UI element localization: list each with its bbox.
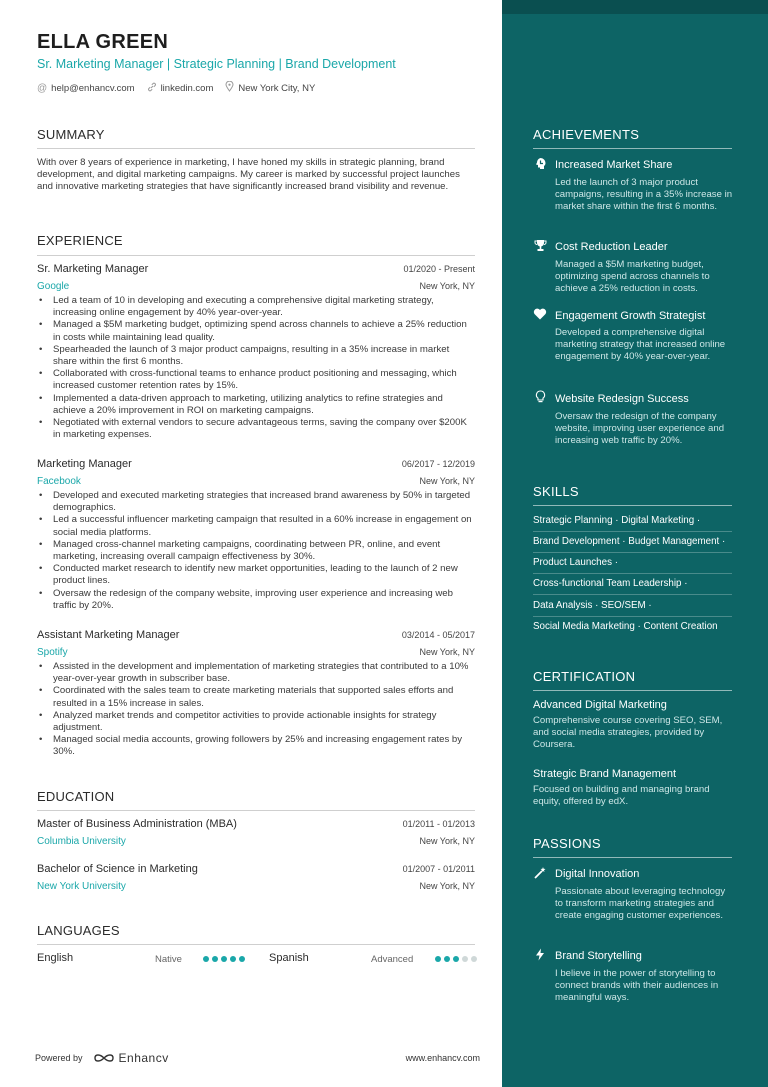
job-title: Assistant Marketing Manager xyxy=(37,629,180,641)
skills-divider xyxy=(533,505,732,506)
contact-row xyxy=(37,81,315,95)
skill-divider xyxy=(533,552,732,553)
skill-divider xyxy=(533,616,732,617)
education-entry xyxy=(37,818,475,847)
rating-dot-empty xyxy=(471,956,477,962)
bullet-item: • Conducted market research to identify new market opportunities, leading to the launch of 2 new product lines. xyxy=(37,563,475,587)
edu-location: New York, NY xyxy=(419,836,475,846)
bullet-item: • Led a successful influencer marketing campaign that resulted in a 60% increase in engagement on social media platforms. xyxy=(37,514,475,538)
rating-dot-filled xyxy=(239,956,245,962)
rating-dot-empty xyxy=(462,956,468,962)
skill-row: Social Media Marketing · Content Creation xyxy=(533,621,718,632)
lightbulb-icon xyxy=(533,390,547,407)
rating-dot-filled xyxy=(221,956,227,962)
bullet-item: • Implemented a data-driven approach to marketing, utilizing analytics to refine strategies and achieve a 20% improvement in ROI on marketing campaigns. xyxy=(37,393,475,417)
certification-title: CERTIFICATION xyxy=(533,669,636,684)
bullet-item: • Negotiated with external vendors to secure advantageous terms, saving the company over $200K in marketing expenses. xyxy=(37,417,475,441)
languages-divider xyxy=(37,944,475,945)
job-company: Google xyxy=(37,281,70,292)
rating-dot-filled xyxy=(435,956,441,962)
candidate-name: ELLA GREEN xyxy=(37,31,169,53)
job-date: 01/2020 - Present xyxy=(403,264,475,274)
contact-location: New York City, NY xyxy=(225,81,315,95)
education-title: EDUCATION xyxy=(37,789,115,804)
languages-title: LANGUAGES xyxy=(37,923,120,938)
rating-dot-filled xyxy=(230,956,236,962)
rating-dot-filled xyxy=(444,956,450,962)
passions-divider xyxy=(533,857,732,858)
edu-date: 01/2007 - 01/2011 xyxy=(402,864,475,874)
enhancv-logo[interactable]: Enhancv xyxy=(93,1051,169,1065)
skill-divider xyxy=(533,594,732,595)
achievement-title: Increased Market Share xyxy=(555,159,673,171)
experience-title: EXPERIENCE xyxy=(37,233,123,248)
skill-row: Product Launches · xyxy=(533,557,618,568)
job-entry xyxy=(37,629,475,759)
passion-desc: I believe in the power of storytelling to connect brands with their audiences in meaningful ways. xyxy=(555,968,719,1004)
achievements-divider xyxy=(533,148,732,149)
rating-dot-filled xyxy=(203,956,209,962)
certification-name: Advanced Digital Marketing xyxy=(533,699,667,711)
edu-degree: Master of Business Administration (MBA) xyxy=(37,818,237,830)
language-rating xyxy=(435,956,477,962)
job-date: 06/2017 - 12/2019 xyxy=(401,459,475,469)
at-icon: @ xyxy=(37,82,48,94)
achievement-desc: Developed a comprehensive digital marketing strategy that increased online engagement by 40% year-over-year. xyxy=(555,327,726,363)
languages-row xyxy=(37,952,475,966)
job-title: Marketing Manager xyxy=(37,458,132,470)
contact-email[interactable]: @ help@enhancv.com xyxy=(37,82,135,94)
certification-desc: Focused on building and managing brand equity, offered by edX. xyxy=(533,784,710,808)
job-location: New York, NY xyxy=(419,647,475,657)
passions-title: PASSIONS xyxy=(533,836,601,851)
job-title: Sr. Marketing Manager xyxy=(37,263,149,275)
chart-head-icon xyxy=(533,157,547,173)
achievement-title: Engagement Growth Strategist xyxy=(555,309,706,322)
passion-item xyxy=(533,866,738,923)
achievement-item xyxy=(533,390,738,448)
achievement-item xyxy=(533,157,738,214)
certification-item xyxy=(533,699,733,752)
bullet-item: • Managed cross-channel marketing campaigns, coordinating between PR, online, and event marketing, increasing overall campaign effectiveness by 30%. xyxy=(37,539,475,563)
bullet-item: • Developed and executed marketing strategies that increased brand awareness by 50% in targeted demographics. xyxy=(37,490,475,514)
trophy-icon xyxy=(533,239,547,255)
bullet-item: • Collaborated with cross-functional teams to enhance product positioning and messaging, which increased customer retention rates by 15%. xyxy=(37,368,475,392)
certification-name: Strategic Brand Management xyxy=(533,768,677,780)
achievements-title: ACHIEVEMENTS xyxy=(533,127,640,142)
lightning-icon xyxy=(533,948,547,964)
language-level: Advanced xyxy=(371,954,414,965)
edu-location: New York, NY xyxy=(419,881,475,891)
job-entry xyxy=(37,458,475,612)
job-location: New York, NY xyxy=(419,281,475,291)
achievement-title: Cost Reduction Leader xyxy=(555,241,668,253)
edu-date: 01/2011 - 01/2013 xyxy=(402,819,475,829)
certification-desc: Comprehensive course covering SEO, SEM, and social media strategies, provided by Coursera. xyxy=(533,715,723,751)
candidate-role: Sr. Marketing Manager | Strategic Planning | Brand Development xyxy=(37,57,396,71)
passion-title: Digital Innovation xyxy=(555,868,640,880)
sidebar-top-band xyxy=(502,0,768,14)
certification-item xyxy=(533,768,733,808)
skill-row: Data Analysis · SEO/SEM · xyxy=(533,600,652,611)
sidebar xyxy=(502,0,768,1087)
achievement-item xyxy=(533,239,738,296)
magic-wand-icon xyxy=(533,866,547,882)
bullet-item: • Led a team of 10 in developing and executing a comprehensive digital marketing strategy, increasing online engagement by 40% year-over-year. xyxy=(37,295,475,319)
link-icon xyxy=(147,82,157,95)
experience-divider xyxy=(37,255,475,256)
summary-text: With over 8 years of experience in marketing, I have honed my skills in strategic planning, brand development, and digital marketing campaigns. My career is marked by successful project launches and innovative marketing strategies that have significantly increased brand visibility and revenue. xyxy=(37,157,460,193)
achievement-desc: Managed a $5M marketing budget, optimizing spend across channels to achieve a 25% reduction in costs. xyxy=(555,259,710,295)
certification-divider xyxy=(533,690,732,691)
rating-dot-filled xyxy=(212,956,218,962)
bullet-item: • Managed a $5M marketing budget, optimizing spend across channels to achieve a 25% reduction in costs while maintaining lead quality. xyxy=(37,319,475,343)
bullet-item: • Spearheaded the launch of 3 major product campaigns, resulting in a 35% increase in market share within the first 6 months. xyxy=(37,344,475,368)
passion-desc: Passionate about leveraging technology to transform marketing strategies and create engaging customer experiences. xyxy=(555,886,726,922)
bullet-item: • Analyzed market trends and competitor activities to provide actionable insights for strategy adjustment. xyxy=(37,710,475,734)
achievement-desc: Led the launch of 3 major product campaigns, resulting in a 35% increase in market share within the first 6 months. xyxy=(555,177,733,213)
passion-title: Brand Storytelling xyxy=(555,950,642,962)
education-entry xyxy=(37,863,475,892)
language-rating xyxy=(203,956,245,962)
heart-icon xyxy=(533,308,547,323)
skill-divider xyxy=(533,573,732,574)
footer-url[interactable]: www.enhancv.com xyxy=(405,1053,480,1063)
education-divider xyxy=(37,810,475,811)
edu-school: Columbia University xyxy=(37,836,126,847)
bullet-item: • Coordinated with the sales team to create marketing materials that supported sales efforts and resulted in a 15% increase in sales. xyxy=(37,685,475,709)
skill-row: Brand Development · Budget Management · xyxy=(533,536,726,547)
job-company: Spotify xyxy=(37,647,68,658)
achievement-title: Website Redesign Success xyxy=(555,392,689,405)
powered-by-label: Powered by xyxy=(35,1053,83,1063)
passion-item xyxy=(533,948,738,1005)
contact-linkedin[interactable]: linkedin.com xyxy=(147,81,214,95)
achievement-item xyxy=(533,308,738,364)
achievement-desc: Oversaw the redesign of the company website, improving user experience and increasing web traffic by 20%. xyxy=(555,411,725,447)
bullet-item: • Oversaw the redesign of the company website, improving user experience and increasing web traffic by 20%. xyxy=(37,588,475,612)
summary-title: SUMMARY xyxy=(37,127,105,142)
job-date: 03/2014 - 05/2017 xyxy=(401,630,475,640)
skills-title: SKILLS xyxy=(533,484,579,499)
job-company: Facebook xyxy=(37,476,81,487)
language-level: Native xyxy=(155,954,182,965)
language-name: English xyxy=(37,952,74,964)
job-bullets xyxy=(37,295,475,441)
enhancv-logo-icon xyxy=(93,1052,115,1064)
skill-divider xyxy=(533,531,732,532)
edu-degree: Bachelor of Science in Marketing xyxy=(37,863,198,875)
rating-dot-filled xyxy=(453,956,459,962)
location-pin-icon xyxy=(225,81,234,95)
powered-by xyxy=(35,1051,169,1065)
skill-row: Strategic Planning · Digital Marketing · xyxy=(533,515,701,526)
bullet-item: • Assisted in the development and implementation of marketing strategies that contributed to a 10% year-over-year growth in subscriber base. xyxy=(37,661,475,685)
job-entry xyxy=(37,263,475,441)
skill-row: Cross-functional Team Leadership · xyxy=(533,578,688,589)
job-location: New York, NY xyxy=(419,476,475,486)
footer xyxy=(35,1051,480,1065)
language-name: Spanish xyxy=(269,952,309,964)
job-bullets xyxy=(37,490,475,612)
summary-divider xyxy=(37,148,475,149)
edu-school: New York University xyxy=(37,881,126,892)
bullet-item: • Managed social media accounts, growing followers by 25% and increasing engagement rates by 30%. xyxy=(37,734,475,758)
job-bullets xyxy=(37,661,475,759)
